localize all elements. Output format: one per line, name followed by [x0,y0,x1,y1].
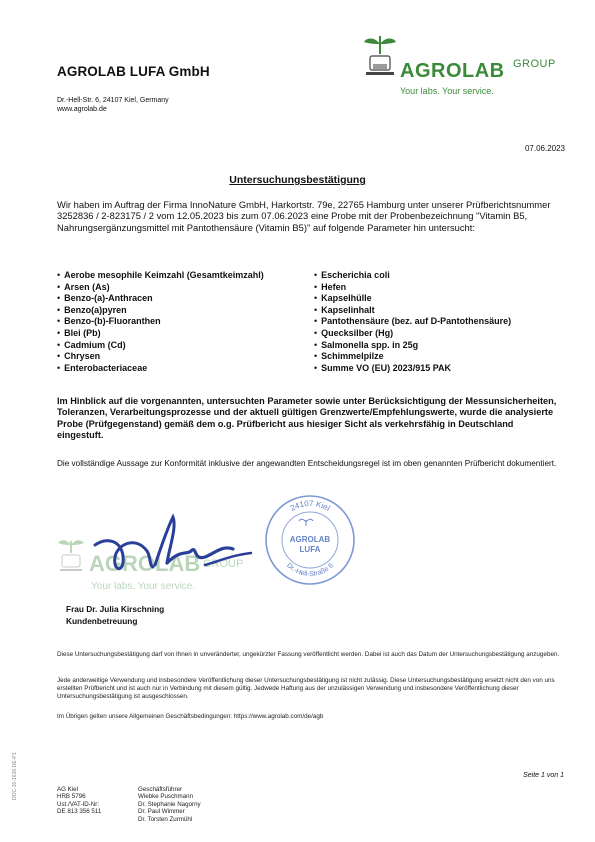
watermark-group: GROUP [203,558,244,570]
footer-line: Dr. Paul Wimmer [138,808,185,816]
logo-tagline: Your labs. Your service. [400,86,494,96]
watermark-tagline: Your labs. Your service. [91,581,196,592]
parameter-item: • Kapselinhalt [314,305,511,317]
plant-flask-icon [360,32,400,84]
footer-registry [57,786,101,816]
website-line: www.agrolab.de [57,106,107,113]
logo-group-text: GROUP [513,58,556,70]
parameter-item: • Arsen (As) [57,282,264,294]
parameter-list-right [314,270,511,374]
signer-block [66,604,164,627]
stamp-icon [262,492,358,588]
footer-line: Wiebke Puschmann [138,793,194,801]
stamp-bottom-text: Dr.-Hell-Straße 6 [285,562,335,579]
parameter-item: • Benzo-(b)-Fluoranthen [57,316,264,328]
official-stamp [262,492,358,588]
parameter-item: • Salmonella spp. in 25g [314,340,511,352]
conclusion-paragraph: Im Hinblick auf die vorgenannten, untersuchten Parameter sowie unter Berücksichtigung der Messunsicherheiten, Toleranzen, Verarbeitungsprozesse und der aktuell gültigen Grenzwerte/Empfehlungswerte, wurde die analysierte Probe (Prüfgegenstand) gemäß dem o.g. Prüfbericht aus hiesiger Sicht als verkehrsfähig in Deutschland eingestuft. [57,396,557,441]
watermark-word: AGROLAB [89,551,201,576]
parameter-item: • Aerobe mesophile Keimzahl (Gesamtkeimzahl) [57,270,264,282]
address-line: Dr.-Hell-Str. 6, 24107 Kiel, Germany [57,97,169,104]
footer-line: Ust./VAT-ID-Nr: [57,800,100,808]
svg-text:24107 Kiel [289,499,332,513]
parameter-list-left [57,270,264,374]
parameter-item: • Benzo(a)pyren [57,305,264,317]
agrolab-logo [360,32,565,102]
stamp-center-2: LUFA [299,545,321,554]
small-print-2: Jede anderweitige Verwendung und insbesondere Veröffentlichung dieser Untersuchungsbestätigung ist nicht zulässig. Diese Untersuchungsbestätigung ersetzt nicht den von uns erstellten Prüfbericht und ist auch nur in Verbindung mit diesem gültig. Jedwede Haftung aus der unzulässigen Verwendung und insbesondere Veröffentlichung dieser Untersuchungsbestätigung ist ausgeschlossen. [57,677,555,701]
footer-line: Dr. Torsten Zurmühl [138,815,193,823]
parameter-item: • Enterobacteriaceae [57,363,264,375]
stamp-top-text: 24107 Kiel [288,498,332,513]
svg-text:Dr.-Hell-Straße 6 [285,562,335,578]
parameter-item: • Schimmelpilze [314,351,511,363]
company-name: AGROLAB LUFA GmbH [57,64,210,79]
parameter-item: • Cadmium (Cd) [57,340,264,352]
footer-line: Geschäftsführer [138,786,183,793]
parameter-item: • Pantothensäure (bez. auf D-Pantothensäure) [314,316,511,328]
company-address [57,96,169,114]
document-title: Untersuchungsbestätigung [229,174,366,186]
intro-paragraph: Wir haben im Auftrag der Firma InnoNature GmbH, Harkortstr. 79e, 22765 Hamburg unter unserer Prüfberichtsnummer 3252836 / 2-823175 / 2 vom 12.05.2023 bis zum 07.06.2023 eine Probe mit der Probenbezeichnung "Vitamin B5, Nahrungsergänzungsmittel mit Pantothensäure (Vitamin B5)" auf folgende Parameter hin untersucht: [57,199,551,233]
parameter-item: • Kapselhülle [314,293,511,305]
signer-name: Frau Dr. Julia Kirschning [66,604,165,614]
footer-line: HRB 5796 [57,793,86,801]
footer-management [138,786,201,823]
signer-role: Kundenbetreuung [66,615,138,626]
document-date: 07.06.2023 [524,144,565,153]
footer-line: AG Kiel [57,786,78,793]
stamp-center-1: AGROLAB [289,535,331,544]
parameter-item: • Chrysen [57,351,264,363]
parameter-item: • Escherichia coli [314,270,511,282]
small-print-3: Im Übrigen gelten unsere Allgemeinen Geschäftsbedingungen: https://www.agrolab.com/de/agb [57,713,324,720]
parameter-item: • Hefen [314,282,511,294]
parameter-item: • Summe VO (EU) 2023/915 PAK [314,363,511,375]
page-number: Seite 1 von 1 [523,772,564,779]
footer-line: DE 813 356 511 [57,808,102,816]
conformity-note: Die vollständige Aussage zur Konformität inklusive der angewandten Entscheidungsregel ist im oben genannten Prüfbericht dokumentiert. [57,459,557,468]
parameter-item: • Quecksilber (Hg) [314,328,511,340]
parameter-item: • Blei (Pb) [57,328,264,340]
document-code: DOC-10-1626-DE-P1 [12,752,18,800]
logo-wordmark: AGROLAB [400,60,505,82]
small-print-1: Diese Untersuchungsbestätigung darf von Ihnen in unveränderter, ungekürzter Fassung veröffentlicht werden. Dabei ist auch das Datum der Untersuchungsbestätigung anzugeben. [57,651,560,658]
footer-line: Dr. Stephanie Nagorny [138,800,201,808]
parameter-item: • Benzo-(a)-Anthracen [57,293,264,305]
